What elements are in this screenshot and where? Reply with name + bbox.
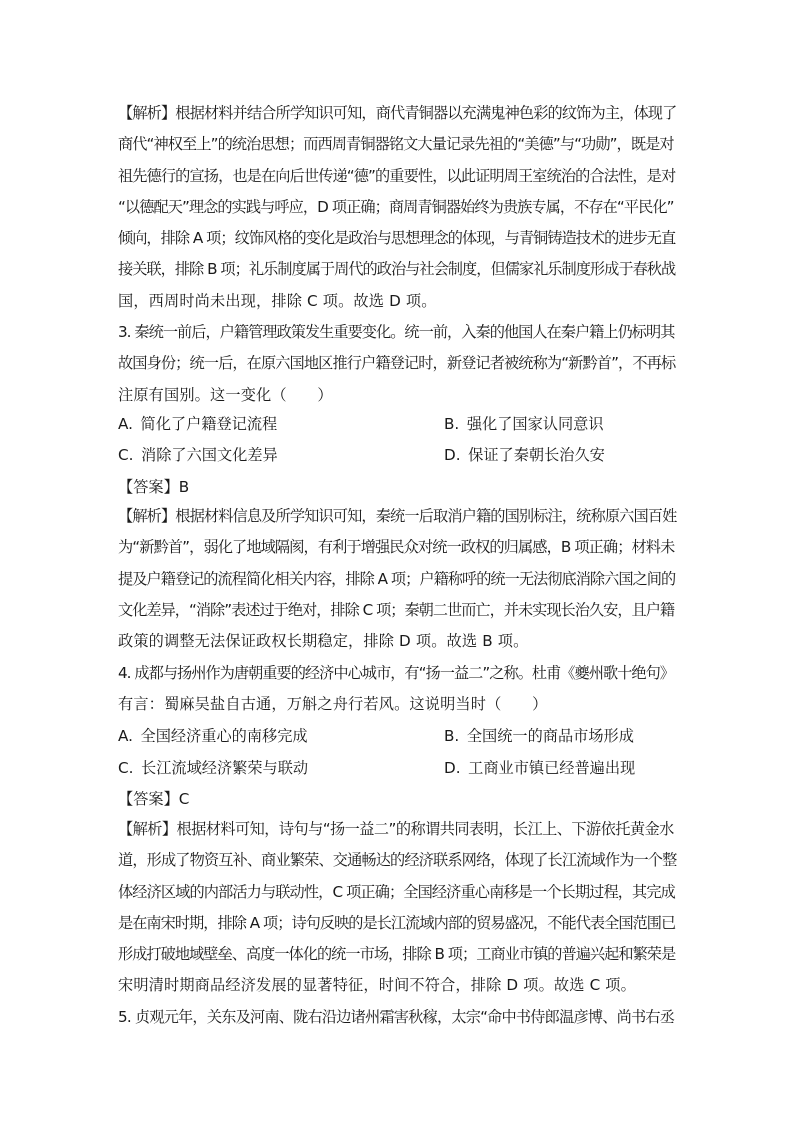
analysis-q3 bbox=[118, 501, 678, 657]
analysis-q2 bbox=[118, 98, 678, 317]
option-label: B. bbox=[444, 727, 460, 745]
option-text: 长江流域经济繁荣与联动 bbox=[141, 759, 309, 777]
option-d bbox=[444, 757, 635, 779]
option-c bbox=[118, 757, 308, 779]
option-a bbox=[118, 413, 277, 435]
option-text: 全国经济重心的南移完成 bbox=[140, 727, 308, 745]
text-line: 商代“神权至上”的统治思想；而西周青铜器铭文大量记录先祖的“美德”与“功勋”，既是对 bbox=[118, 135, 674, 154]
text-line: 文化差异，“消除”表述过于绝对，排除 C 项；秦朝二世而亡，并未实现长治久安，且户籍 bbox=[118, 600, 675, 619]
text-line: 有言：蜀麻吴盐自古通，万斛之舟行若风。这说明当时（ ） bbox=[118, 695, 548, 714]
text-line: 提及户籍登记的流程简化相关内容，排除 A 项；户籍称呼的统一无法彻底消除六国之间的 bbox=[118, 569, 676, 588]
option-text: 工商业市镇已经普遍出现 bbox=[468, 759, 636, 777]
option-a bbox=[118, 725, 308, 747]
option-b bbox=[444, 725, 634, 747]
text-line: 故国身份；统一后，在原六国地区推行户籍登记时，新登记者被统称为“新黔首”，不再标 bbox=[118, 354, 676, 373]
option-label: D. bbox=[444, 446, 461, 464]
text-line: 是在南宋时期，排除 A 项；诗句反映的是长江流域内部的贸易盛况，不能代表全国范围已 bbox=[118, 913, 676, 932]
option-label: C. bbox=[118, 759, 134, 777]
text-line: 【解析】根据材料并结合所学知识可知，商代青铜器以充满鬼神色彩的纹饰为主，体现了 bbox=[118, 104, 677, 122]
text-line: 接关联，排除 B 项；礼乐制度属于周代的政治与社会制度，但儒家礼乐制度形成于春秋战 bbox=[118, 260, 676, 279]
text-line: 【解析】根据材料可知，诗句与“扬一益二”的称谓共同表明，长江上、下游依托黄金水 bbox=[118, 820, 674, 838]
option-d bbox=[444, 444, 605, 466]
option-text: 全国统一的商品市场形成 bbox=[466, 727, 634, 745]
option-c bbox=[118, 444, 278, 466]
text-line: 倾向，排除 A 项；纹饰风格的变化是政治与思想理念的体现，与青铜铸造技术的进步无直 bbox=[118, 229, 676, 248]
text-line: 4. 成都与扬州作为唐朝重要的经济中心城市，有“扬一益二”之称。杜甫《夔州歌十绝句》 bbox=[118, 664, 675, 682]
answer-q4: 【答案】C bbox=[118, 790, 190, 808]
text-line: 祖先德行的宣扬，也是在向后世传递“德”的重要性，以此证明周王室统治的合法性，是对 bbox=[118, 166, 676, 185]
question-4-stem bbox=[118, 658, 678, 721]
text-line: 国，西周时尚未出现，排除 C 项。故选 D 项。 bbox=[118, 291, 437, 310]
option-text: 消除了六国文化差异 bbox=[141, 446, 278, 464]
text-line: 3. 秦统一前后，户籍管理政策发生重要变化。统一前，入秦的他国人在秦户籍上仍标明其 bbox=[118, 323, 675, 341]
option-label: C. bbox=[118, 446, 134, 464]
option-text: 强化了国家认同意识 bbox=[466, 415, 604, 433]
text-line: 宋明清时期商品经济发展的显著特征，时间不符合，排除 D 项。故选 C 项。 bbox=[118, 976, 636, 995]
text-line: 【解析】根据材料信息及所学知识可知，秦统一后取消户籍的国别标注，统称原六国百姓 bbox=[118, 507, 677, 525]
question-3-stem bbox=[118, 317, 678, 411]
option-label: A. bbox=[118, 727, 133, 745]
text-line: 政策的调整无法保证政权长期稳定，排除 D 项。故选 B 项。 bbox=[118, 632, 529, 651]
text-line: 道，形成了物资互补、商业繁荣、交通畅达的经济联系网络，体现了长江流域作为一个整 bbox=[118, 851, 677, 870]
text-line: 5. 贞观元年，关东及河南、陇右沿边诸州霜害秋稼，太宗“命中书侍郎温彦博、尚书右丞 bbox=[118, 1008, 675, 1026]
text-line: 体经济区域的内部活力与联动性，C 项正确；全国经济重心南移是一个长期过程，其完成 bbox=[118, 882, 675, 901]
question-5-stem bbox=[118, 1002, 678, 1033]
text-line: 注原有国别。这一变化（ ） bbox=[118, 385, 333, 404]
option-text: 保证了秦朝长治久安 bbox=[468, 446, 605, 464]
text-line: 为“新黔首”，弱化了地域隔阂，有利于增强民众对统一政权的归属感，B 项正确；材料未 bbox=[118, 538, 675, 557]
option-label: A. bbox=[118, 415, 133, 433]
text-line: “以德配天”理念的实践与呼应，D 项正确；商周青铜器始终为贵族专属，不存在“平民化” bbox=[118, 197, 674, 216]
option-b bbox=[444, 413, 604, 435]
option-label: D. bbox=[444, 759, 461, 777]
answer-q3: 【答案】B bbox=[118, 478, 190, 496]
option-label: B. bbox=[444, 415, 460, 433]
analysis-q4 bbox=[118, 814, 678, 1002]
option-text: 简化了户籍登记流程 bbox=[140, 415, 278, 433]
text-line: 形成打破地域壁垒、高度一体化的统一市场，排除 B 项；工商业市镇的普遍兴起和繁荣是 bbox=[118, 945, 676, 964]
